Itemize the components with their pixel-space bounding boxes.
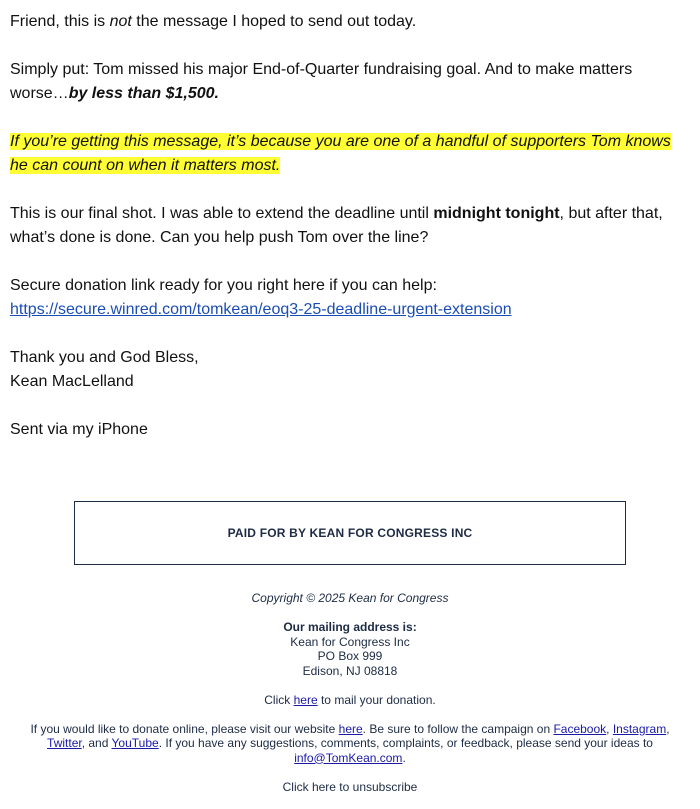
intro-text: Friend, this is <box>10 13 110 30</box>
unsubscribe-line <box>20 780 680 795</box>
highlight-paragraph <box>10 130 680 178</box>
contact-email-link[interactable]: info@TomKean.com <box>294 750 403 765</box>
youtube-link[interactable]: YouTube <box>111 736 159 750</box>
mailing-address <box>20 620 680 678</box>
donation-paragraph <box>10 274 680 322</box>
signature-name: Kean MacLelland <box>10 373 134 390</box>
deadline-paragraph <box>10 202 680 250</box>
intro-emphasis: not <box>109 13 132 30</box>
donation-link[interactable]: https://secure.winred.com/tomkean/eoq3-25-deadline-urgent-extension <box>10 301 512 318</box>
signoff-paragraph <box>10 346 680 394</box>
separator: , <box>606 721 613 736</box>
mailing-address-label: Our mailing address is: <box>283 620 417 634</box>
mail-donation-text: Click <box>264 692 294 707</box>
mail-donation-link[interactable]: here <box>293 692 318 707</box>
goal-amount: by less than $1,500. <box>68 85 219 102</box>
instagram-link[interactable]: Instagram <box>612 721 667 736</box>
copyright <box>20 591 680 606</box>
paid-for-text: PAID FOR BY KEAN FOR CONGRESS INC <box>227 526 473 540</box>
address-line: PO Box 999 <box>317 649 383 663</box>
separator: , <box>666 721 670 736</box>
deadline-emphasis: midnight tonight <box>433 205 560 222</box>
website-link[interactable]: here <box>338 721 363 736</box>
sent-via-paragraph <box>10 418 680 442</box>
unsubscribe-link[interactable]: Click here to unsubscribe <box>282 779 418 794</box>
donate-online-paragraph <box>20 722 680 766</box>
facebook-link[interactable]: Facebook <box>553 721 607 736</box>
donation-text: Secure donation link ready for you right here if you can help: <box>10 277 437 294</box>
deadline-text: This is our final shot. I was able to extend the deadline until <box>10 205 434 222</box>
twitter-link[interactable]: Twitter <box>47 736 82 750</box>
separator: . <box>402 750 406 765</box>
highlighted-text: If you’re getting this message, it’s because you are one of a handful of supporters Tom knows he can count on when it matters most. <box>10 133 671 174</box>
goal-paragraph <box>10 58 680 106</box>
follow-text: . Be sure to follow the campaign on <box>362 721 554 736</box>
sent-via-text: Sent via my iPhone <box>10 421 148 438</box>
email-footer <box>20 591 680 809</box>
donate-online-text: If you would like to donate online, please visit our website <box>30 721 339 736</box>
paid-for-disclaimer-box <box>74 501 626 565</box>
separator: , and <box>81 736 112 750</box>
feedback-text: . If you have any suggestions, comments, complaints, or feedback, please send your ideas to <box>158 736 653 750</box>
goal-text: Simply put: Tom missed his major End-of-Quarter fundraising goal. And to make matters worse… <box>10 61 633 102</box>
address-line: Edison, NJ 08818 <box>302 663 398 678</box>
email-body <box>10 10 680 466</box>
address-line: Kean for Congress Inc <box>290 634 410 649</box>
intro-paragraph <box>10 10 680 34</box>
copyright-text: Copyright © 2025 Kean for Congress <box>251 591 449 605</box>
mail-donation-text-end: to mail your donation. <box>317 692 436 707</box>
deadline-text-end: , but after that, what’s done is done. Can you help push Tom over the line? <box>10 205 663 246</box>
signoff-line: Thank you and God Bless, <box>10 349 199 366</box>
mail-donation-line <box>20 693 680 708</box>
intro-text-end: the message I hoped to send out today. <box>131 13 417 30</box>
